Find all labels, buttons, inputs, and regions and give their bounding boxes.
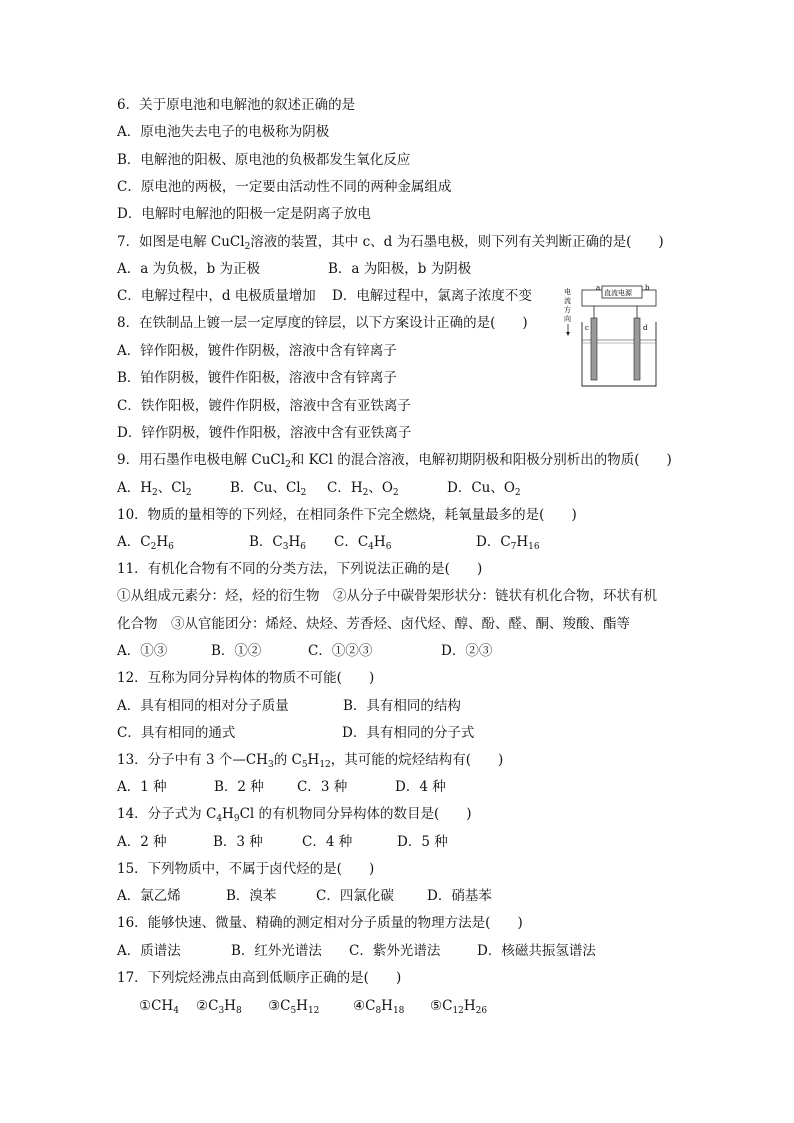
electrode-c [591, 318, 597, 380]
q8-stem: 8．在铁制品上镀一层一定厚度的锌层，以下方案设计正确的是( ) [117, 315, 528, 331]
q17-item-5: $⑤C_{12}H_{26}$ [430, 998, 488, 1016]
q11-body-line-1: ①从组成元素分：烃，烃的衍生物 ②从分子中碳骨架形状分：链状有机化合物，环状有机 [117, 588, 657, 604]
q9-option-b: B．Cu、$Cl_2$ [230, 480, 307, 498]
q17-item-2: $②C_3H_8$ [196, 998, 242, 1016]
q15-option-a: A．氯乙烯 [117, 888, 181, 904]
q9-stem: 9．用石墨作电极电解 CuCl$_2$和 KCl 的混合溶液，电解初期阴极和阳极分别析出的物质( ) [117, 452, 672, 470]
q14-stem: 14．分子式为 $C_4H_9Cl$ 的有机物同分异构体的数目是( ) [117, 806, 472, 824]
q10-option-d: D．$C_7H_{16}$ [476, 534, 540, 552]
q11-option-d: D．②③ [441, 643, 493, 659]
q11-option-b: B．①② [211, 643, 262, 659]
q12-option-c: C．具有相同的通式 [117, 725, 236, 741]
q16-option-b: B．红外光谱法 [231, 943, 322, 959]
q13-option-b: B．2 种 [214, 779, 264, 795]
q8-option-a: A．锌作阳极，镀件作阴极，溶液中含有锌离子 [117, 343, 397, 359]
q6-option-d: D．电解时电解池的阳极一定是阴离子放电 [117, 206, 371, 222]
q14-option-c: C．4 种 [302, 834, 353, 850]
q16-option-c: C．紫外光谱法 [349, 943, 441, 959]
q8-option-b: B．铂作阴极，镀件作阳极，溶液中含有锌离子 [117, 370, 397, 386]
q12-option-a: A．具有相同的相对分子质量 [117, 698, 289, 714]
dc-power-label: 直流电源 [604, 289, 632, 297]
electrode-c-label: c [585, 324, 589, 332]
electrode-d [634, 318, 640, 380]
q10-option-c: C．$C_4H_6$ [334, 534, 392, 552]
terminal-b-label: b [645, 284, 650, 292]
q11-option-c: C．①②③ [308, 643, 373, 659]
q6-option-a: A．原电池失去电子的电极称为阴极 [117, 124, 330, 140]
q14-option-d: D．5 种 [397, 834, 448, 850]
current-label-3: 方 [564, 306, 571, 314]
q6-stem: 6．关于原电池和电解池的叙述正确的是 [117, 97, 356, 113]
q7-option-a: A．a 为负极，b 为正极 [117, 261, 261, 277]
q15-option-c: C．四氯化碳 [316, 888, 394, 904]
q10-stem: 10．物质的量相等的下列烃，在相同条件下完全燃烧，耗氧量最多的是( ) [117, 507, 577, 523]
q6-option-b: B．电解池的阳极、原电池的负极都发生氧化反应 [117, 152, 411, 168]
q12-option-d: D．具有相同的分子式 [342, 725, 475, 741]
q14-option-b: B．3 种 [213, 834, 263, 850]
q13-stem: 13．分子中有 3 个$—CH_3$的 $C_5H_{12}$，其可能的烷烃结构有( ) [117, 752, 504, 770]
q13-option-c: C．3 种 [297, 779, 348, 795]
electrolysis-diagram [560, 278, 670, 390]
q7-option-d: D．电解过程中，氯离子浓度不变 [332, 288, 532, 304]
q9-option-a: A．$H_2$、$Cl_2$ [117, 480, 192, 498]
q15-option-d: D．硝基苯 [427, 888, 492, 904]
q12-stem: 12．互称为同分异构体的物质不可能( ) [117, 670, 375, 686]
q11-option-a: A．①③ [117, 643, 168, 659]
q8-option-d: D．锌作阴极，镀件作阳极，溶液中含有亚铁离子 [117, 425, 412, 441]
q12-option-b: B．具有相同的结构 [343, 698, 461, 714]
q9-option-d: D．Cu、$O_2$ [447, 480, 521, 498]
q17-item-4: $④C_8H_{18}$ [353, 998, 405, 1016]
q13-option-a: A．1 种 [117, 779, 167, 795]
q11-stem: 11．有机化合物有不同的分类方法，下列说法正确的是( ) [117, 561, 483, 577]
q17-item-1: $①CH_4$ [139, 998, 179, 1016]
q14-option-a: A．2 种 [117, 834, 167, 850]
current-label-4: 向 [564, 315, 571, 323]
electrode-d-label: d [643, 324, 648, 332]
current-label-2: 流 [564, 297, 571, 305]
q16-option-a: A．质谱法 [117, 943, 181, 959]
q10-option-b: B．$C_3H_6$ [249, 534, 306, 552]
q17-stem: 17．下列烷烃沸点由高到低顺序正确的是( ) [117, 970, 402, 986]
q15-option-b: B．溴苯 [226, 888, 277, 904]
q13-option-d: D．4 种 [395, 779, 446, 795]
q17-item-3: $③C_5H_{12}$ [268, 998, 320, 1016]
terminal-a-label: a [596, 284, 601, 292]
q8-option-c: C．铁作阳极，镀件作阴极，溶液中含有亚铁离子 [117, 398, 411, 414]
current-label-1: 电 [564, 288, 571, 296]
q16-stem: 16．能够快速、微量、精确的测定相对分子质量的物理方法是( ) [117, 915, 523, 931]
current-arrow-head [566, 332, 570, 336]
q9-option-c: C．$H_2$、$O_2$ [327, 480, 399, 498]
q6-option-c: C．原电池的两极，一定要由活动性不同的两种金属组成 [117, 179, 452, 195]
q15-stem: 15．下列物质中，不属于卤代烃的是( ) [117, 861, 375, 877]
q10-option-a: A．$C_2H_6$ [117, 534, 174, 552]
q11-body-line-2: 化合物 ③从官能团分：烯烃、炔烃、芳香烃、卤代烃、醇、酚、醛、酮、羧酸、酯等 [117, 616, 630, 632]
electrolysis-apparatus-figure [560, 278, 670, 390]
q7-stem: 7．如图是电解 CuCl$_2$溶液的装置，其中 c、d 为石墨电极，则下列有关判断正确的是( ) [117, 234, 664, 252]
q16-option-d: D．核磁共振氢谱法 [477, 943, 596, 959]
q7-option-c: C．电解过程中，d 电极质量增加 [117, 288, 316, 304]
q7-option-b: B．a 为阳极，b 为阴极 [328, 261, 472, 277]
